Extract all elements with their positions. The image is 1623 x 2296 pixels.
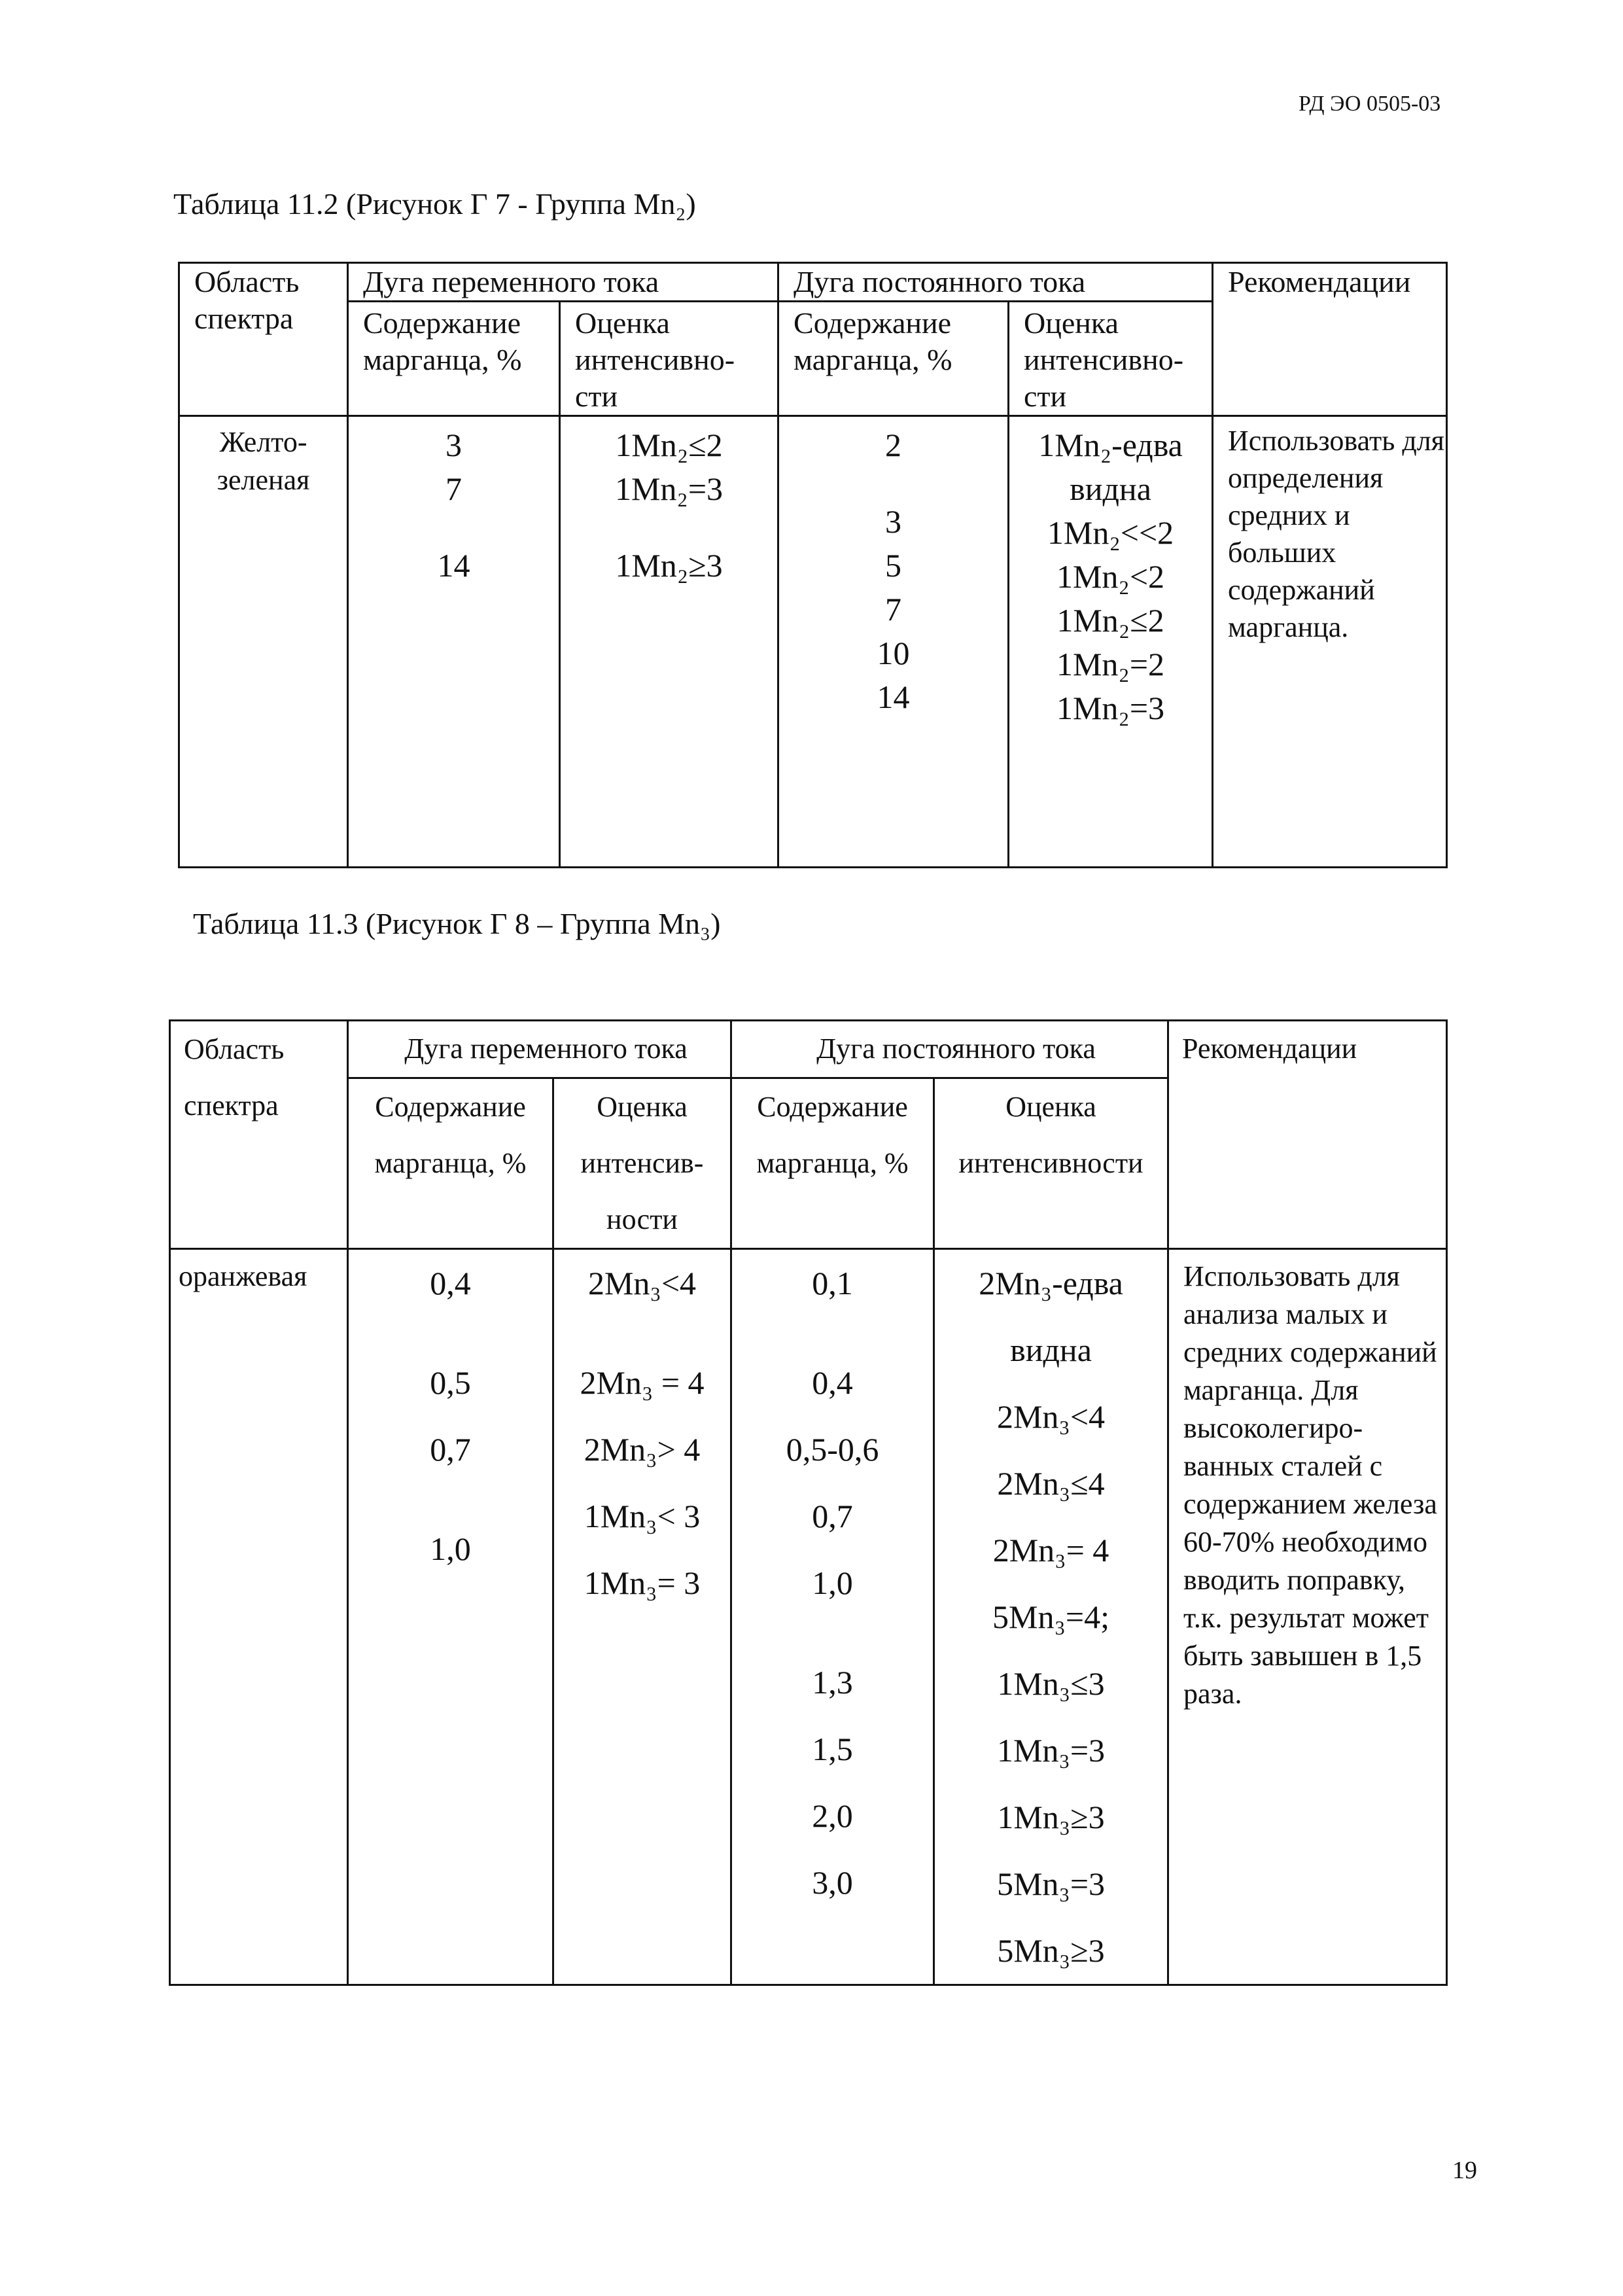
- table-11-3: [169, 1019, 1448, 1986]
- cell-line: 1Mn₃≤3: [997, 1665, 1105, 1702]
- cell-line: 0,5-0,6: [786, 1431, 879, 1468]
- subheader-ac-content: Содержание марганца, %: [348, 1078, 553, 1249]
- header-ac-arc: Дуга переменного тока: [348, 1021, 731, 1078]
- cell-line: 2Mn₃-едва: [979, 1265, 1123, 1301]
- cell-line: 2Mn₃ = 4: [580, 1364, 705, 1401]
- cell-line: 2Mn₃> 4: [584, 1431, 701, 1468]
- header-dc-arc: Дуга постоянного тока: [778, 263, 1213, 302]
- cell-line: 1Mn₂=3: [614, 470, 724, 507]
- header-region: Область спектра: [179, 263, 348, 416]
- cell-line: [349, 511, 559, 544]
- cell-line: 1Mn₂≥3: [615, 547, 723, 584]
- ac-content-cell: [348, 1249, 553, 1985]
- dc-content-cell: [778, 416, 1009, 868]
- cell-line: 5Mn₃=3: [996, 1865, 1106, 1902]
- cell-line: 3: [445, 427, 462, 463]
- dc-intensity-cell: [1009, 416, 1213, 868]
- cell-line: 3,0: [812, 1864, 853, 1901]
- cell-line: 2Mn₃<4: [996, 1398, 1106, 1435]
- cell-line: 1Mn₂=3: [1056, 690, 1165, 726]
- region-cell: Желто-зеленая: [179, 416, 348, 868]
- cell-line: [349, 1483, 552, 1515]
- cell-line: [732, 1316, 933, 1349]
- subheader-dc-content: Содержание марганца, %: [778, 302, 1009, 416]
- table-11-3-caption: Таблица 11.3 (Рисунок Г 8 – Группа Mn₃): [193, 907, 721, 940]
- subheader-ac-intensity: Оценка интенсивно-сти: [560, 302, 778, 416]
- cell-line: 1,5: [812, 1731, 853, 1767]
- cell-line: видна: [1070, 470, 1151, 507]
- region-cell: оранжевая: [170, 1249, 348, 1985]
- cell-line: [779, 467, 1007, 500]
- subheader-dc-intensity: Оценка интенсивно-сти: [1009, 302, 1213, 416]
- dc-content-cell: [731, 1249, 934, 1985]
- cell-line: 0,4: [430, 1265, 471, 1301]
- cell-line: 1Mn₃< 3: [584, 1498, 701, 1534]
- cell-line: 1Mn₂<2: [1056, 558, 1165, 595]
- table-11-2-caption: Таблица 11.2 (Рисунок Г 7 - Группа Mn₂): [173, 187, 696, 221]
- recommendation-cell: Использовать для анализа малых и средних содержаний марганца. Для высоколегиро-ванных сталей с содержанием железа 60-70% необходимо вводить поправку, т.к. результат может быть завышен в 1,5 раза.: [1168, 1249, 1447, 1985]
- cell-line: 1Mn₂=2: [1056, 646, 1165, 682]
- cell-line: видна: [1010, 1332, 1092, 1368]
- cell-line: 1Mn₂-едва: [1038, 427, 1183, 463]
- cell-line: 0,7: [430, 1431, 471, 1468]
- header-recommendations: Рекомендации: [1213, 263, 1447, 416]
- cell-line: 1Mn₂<<2: [1047, 514, 1174, 551]
- ac-intensity-cell: [560, 416, 778, 868]
- cell-line: [349, 1316, 552, 1349]
- cell-line: 1Mn₃= 3: [584, 1564, 701, 1601]
- cell-line: 7: [445, 470, 462, 507]
- header-dc-arc: Дуга постоянного тока: [731, 1021, 1168, 1078]
- cell-line: [561, 511, 777, 544]
- table-11-2: [178, 262, 1448, 868]
- document-code: РД ЭО 0505-03: [1299, 92, 1441, 116]
- cell-line: 5Mn₃≥3: [997, 1932, 1105, 1969]
- cell-line: 1,0: [430, 1530, 471, 1567]
- subheader-dc-content: Содержание марганца, %: [731, 1078, 934, 1249]
- header-ac-arc: Дуга переменного тока: [348, 263, 778, 302]
- cell-line: 1Mn₂≤2: [615, 427, 723, 463]
- subheader-dc-intensity: Оценка интенсивности: [934, 1078, 1168, 1249]
- ac-content-cell: [348, 416, 560, 868]
- cell-line: 0,4: [812, 1364, 853, 1401]
- cell-line: 3: [885, 503, 902, 540]
- cell-line: 2Mn₃≤4: [997, 1465, 1105, 1502]
- cell-line: 1Mn₂≤2: [1056, 602, 1164, 639]
- cell-line: 0,1: [812, 1265, 853, 1301]
- cell-line: 2Mn₃<4: [587, 1265, 697, 1301]
- cell-line: 2: [885, 427, 902, 463]
- cell-line: 1Mn₃≥3: [997, 1799, 1105, 1835]
- subheader-ac-intensity: Оценка интенсив-ности: [553, 1078, 731, 1249]
- cell-line: 10: [877, 635, 910, 671]
- cell-line: 2Mn₃= 4: [992, 1532, 1109, 1568]
- cell-line: 5Mn₃=4;: [992, 1598, 1109, 1635]
- cell-line: 5: [885, 547, 902, 584]
- cell-line: 14: [437, 547, 470, 584]
- cell-line: [732, 1616, 933, 1649]
- dc-intensity-cell: [934, 1249, 1168, 1985]
- cell-line: 0,5: [430, 1364, 471, 1401]
- cell-line: 2,0: [812, 1797, 853, 1834]
- page-number: 19: [1452, 2157, 1477, 2184]
- subheader-ac-content: Содержание марганца, %: [348, 302, 560, 416]
- ac-intensity-cell: [553, 1249, 731, 1985]
- recommendation-cell: Использовать для определения средних и больших содержаний марганца.: [1213, 416, 1447, 868]
- cell-line: 1,0: [812, 1564, 853, 1601]
- header-region: Область спектра: [170, 1021, 348, 1249]
- cell-line: 7: [885, 591, 902, 627]
- cell-line: 0,7: [812, 1498, 853, 1534]
- header-recommendations: Рекомендации: [1168, 1021, 1447, 1249]
- cell-line: 1Mn₃=3: [996, 1732, 1106, 1769]
- cell-line: 14: [877, 679, 910, 715]
- cell-line: [554, 1316, 730, 1349]
- cell-line: 1,3: [812, 1664, 853, 1701]
